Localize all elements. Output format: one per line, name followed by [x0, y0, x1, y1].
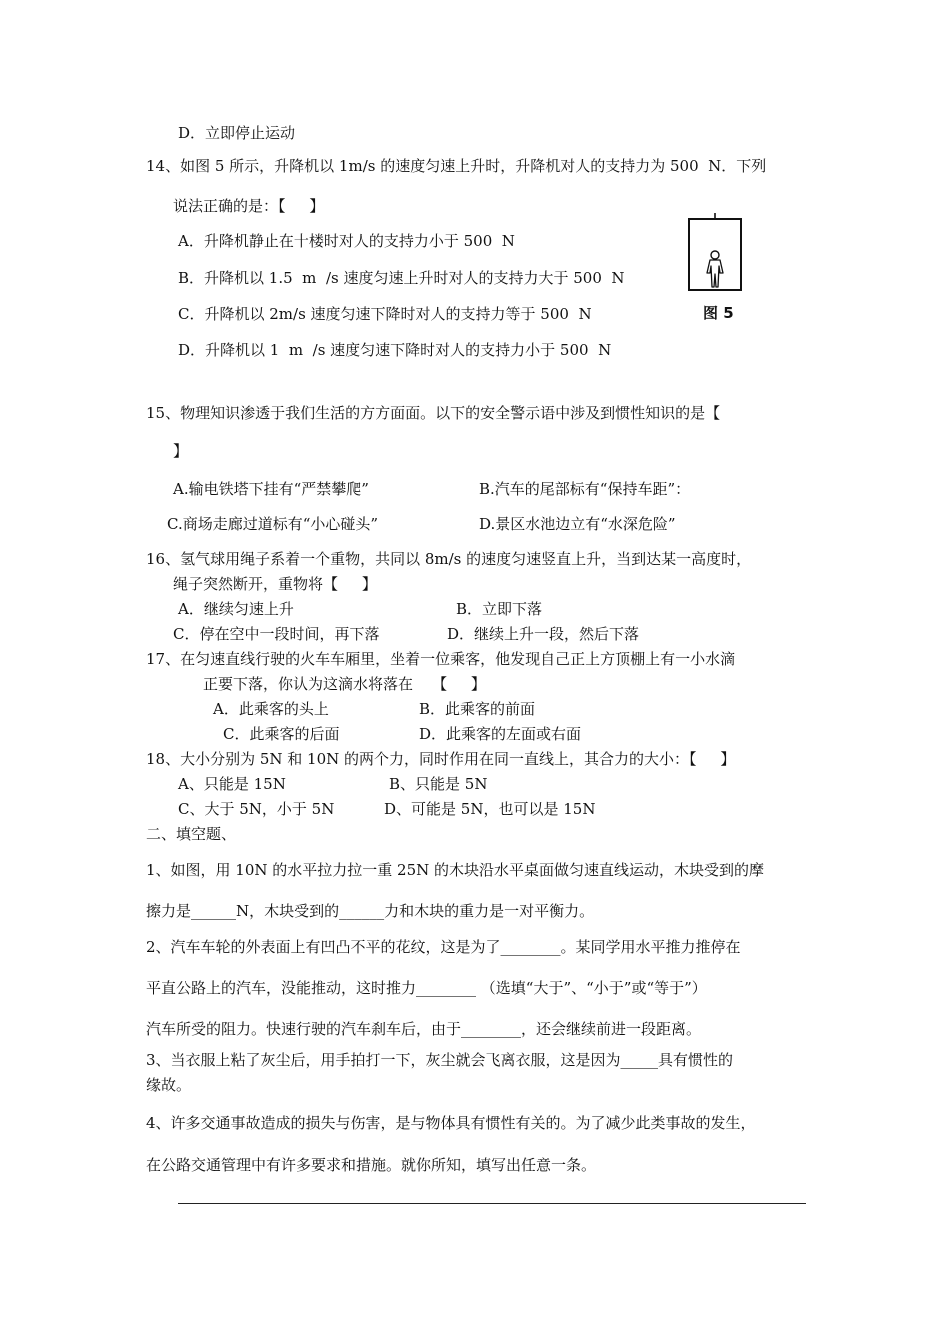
q14-option-b: B．升降机以 1.5 m /s 速度匀速上升时对人的支持力大于 500 N [178, 269, 625, 287]
figure-5-caption: 图 5 [703, 304, 734, 322]
q17-stem-line2: 正要下落，你认为这滴水将落在 【 】 [203, 675, 486, 693]
q16-stem-line2: 绳子突然断开，重物将【 】 [173, 575, 377, 593]
q16-option-b: B．立即下落 [456, 600, 543, 618]
fill3-line1: 3、当衣服上粘了灰尘后，用手拍打一下，灰尘就会飞离衣服，这是因为_____具有惯性的 [146, 1051, 734, 1069]
q15-option-a: A.输电铁塔下挂有“严禁攀爬” [173, 480, 369, 498]
elevator-person-icon [688, 213, 742, 291]
fill4-line1: 4、许多交通事故造成的损失与伤害，是与物体具有惯性有关的。为了减少此类事故的发生， [146, 1114, 756, 1132]
q15-option-c: C.商场走廊过道标有“小心碰头” [167, 515, 379, 533]
q18-option-b: B、只能是 5N [389, 775, 488, 793]
q18-option-c: C、大于 5N，小于 5N [178, 800, 335, 818]
q17-option-d: D．此乘客的左面或右面 [419, 725, 582, 743]
q14-option-c: C．升降机以 2m/s 速度匀速下降时对人的支持力等于 500 N [178, 305, 592, 323]
q15-option-b: B.汽车的尾部标有“保持车距”： [479, 480, 691, 498]
q14-stem-line2: 说法正确的是：【 】 [173, 197, 325, 215]
q15-stem-line2: 】 [173, 442, 189, 460]
section2-heading: 二、填空题、 [146, 825, 237, 843]
fill3-line2: 缘故。 [146, 1076, 192, 1094]
fill1-line2: 擦力是______N，木块受到的______力和木块的重力是一对平衡力。 [146, 902, 595, 920]
q15-stem-line1: 15、物理知识渗透于我们生活的方方面面。以下的安全警示语中涉及到惯性知识的是【 [146, 404, 721, 422]
q14-option-d: D．升降机以 1 m /s 速度匀速下降时对人的支持力小于 500 N [178, 341, 612, 359]
q18-option-d: D、可能是 5N，也可以是 15N [384, 800, 596, 818]
q17-option-b: B．此乘客的前面 [419, 700, 536, 718]
q17-option-c: C．此乘客的后面 [223, 725, 340, 743]
q16-option-d: D．继续上升一段，然后下落 [447, 625, 640, 643]
q17-stem-line1: 17、在匀速直线行驶的火车车厢里，坐着一位乘客，他发现自己正上方顶棚上有一小水滴 [146, 650, 736, 668]
q16-stem-line1: 16、氢气球用绳子系着一个重物，共同以 8m/s 的速度匀速竖直上升，当到达某一高度时， [146, 550, 752, 568]
fill4-line2: 在公路交通管理中有许多要求和措施。就你所知，填写出任意一条。 [146, 1156, 597, 1174]
q18-option-a: A、只能是 15N [178, 775, 286, 793]
q13-option-d: D．立即停止运动 [178, 124, 296, 142]
fill1-line1: 1、如图，用 10N 的水平拉力拉一重 25N 的木块沿水平桌面做匀速直线运动，木块受到的摩 [146, 861, 765, 879]
fill2-line3: 汽车所受的阻力。快速行驶的汽车刹车后，由于________，还会继续前进一段距离。 [146, 1020, 702, 1038]
fill2-line1: 2、汽车车轮的外表面上有凹凸不平的花纹，这是为了________。某同学用水平推力推停在 [146, 938, 741, 956]
q15-option-d: D.景区水池边立有“水深危险” [479, 515, 676, 533]
q18-stem: 18、大小分别为 5N 和 10N 的两个力，同时作用在同一直线上，其合力的大小：【 】 [146, 750, 736, 768]
q14-option-a: A．升降机静止在十楼时对人的支持力小于 500 N [178, 232, 515, 250]
q16-option-a: A．继续匀速上升 [178, 600, 294, 618]
q14-stem-line1: 14、如图 5 所示，升降机以 1m/s 的速度匀速上升时，升降机对人的支持力为 500 N．下列 [146, 157, 767, 175]
answer-line [178, 1203, 806, 1204]
q17-option-a: A．此乘客的头上 [213, 700, 329, 718]
q16-option-c: C．停在空中一段时间，再下落 [173, 625, 380, 643]
fill2-line2: 平直公路上的汽车，没能推动，这时推力________ （选填“大于”、“小于”或“等于”） [146, 979, 707, 997]
